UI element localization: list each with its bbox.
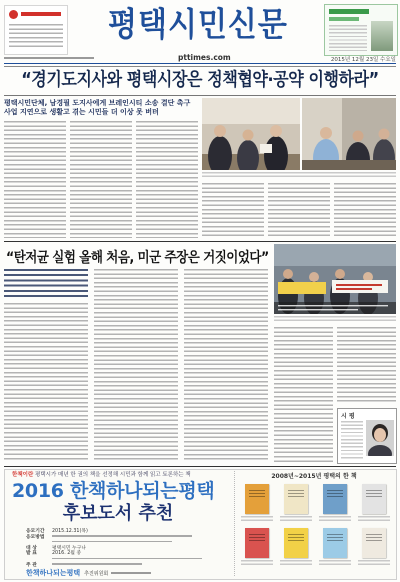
book-caption <box>280 516 312 522</box>
website-url: pttimes.com <box>178 53 231 62</box>
masthead-title: 평택시민신문 <box>108 6 288 45</box>
book-caption <box>280 560 312 566</box>
second-article-text-col-3 <box>184 269 268 462</box>
ad-detail-value-text <box>52 535 192 536</box>
ad-detail-value-text <box>52 541 172 542</box>
lead-subhead-2: 사업 지연으로 생활고 겪는 시민들 더 이상 못 버텨 <box>4 108 159 116</box>
advertiser-logo-icon <box>9 10 18 19</box>
book-caption <box>319 560 351 566</box>
ad-detail-value-text <box>52 563 142 564</box>
book-cover <box>323 528 347 558</box>
book-cover <box>362 484 386 514</box>
book-cover <box>245 528 269 558</box>
book-cover <box>245 484 269 514</box>
campaign-organizer: 추진위원회 <box>84 571 109 577</box>
ad-detail-value: 2016. 2월 중 <box>52 551 82 557</box>
ad-title-line-1: 2016 한책하나되는평택 <box>12 480 215 502</box>
second-article-text-col-5 <box>337 327 396 404</box>
ad-detail-value: 평택시민 누구나 <box>52 545 86 551</box>
book-caption <box>358 516 390 522</box>
advertisement-subheading-bar <box>329 17 359 21</box>
lead-article-text-col-6 <box>334 183 396 238</box>
book-caption <box>241 560 273 566</box>
ad-details-list <box>26 529 226 568</box>
campaign-logo-text: 한책하나되는평택 <box>26 569 81 577</box>
second-article-text-col-1 <box>4 303 88 462</box>
issue-date: 2015년 12월 23일 수요일 <box>330 57 396 63</box>
opinion-column-label: 시 평 <box>341 413 355 420</box>
masthead-divider <box>4 63 396 64</box>
ad-detail-label: 응모방법 <box>26 534 45 540</box>
book-caption <box>319 516 351 522</box>
ad-intro-text <box>12 472 191 479</box>
book-caption <box>358 560 390 566</box>
lead-article-text-col-2 <box>70 121 132 238</box>
lead-photo-caption <box>202 172 396 179</box>
lead-article-text-col-3 <box>136 121 198 238</box>
advertisement-heading-bar <box>329 9 369 14</box>
lead-article-text-col-5 <box>268 183 330 238</box>
ad-detail-value-text <box>52 558 202 559</box>
second-article-summary <box>4 269 88 299</box>
book-cover <box>284 528 308 558</box>
book-cover <box>284 484 308 514</box>
lead-headline: “경기도지사와 평택시장은 정책협약·공약 이행하라” <box>21 68 379 91</box>
protest-photo <box>274 244 396 314</box>
lead-photo-1 <box>202 98 300 170</box>
ad-detail-row <box>26 557 226 563</box>
ad-detail-value: 2015.12.31(목) <box>52 529 88 534</box>
lead-article-text-col-1 <box>4 121 66 238</box>
ad-title-line-2: 후보도서 추천 <box>62 503 174 524</box>
advertisement-text <box>9 24 63 50</box>
protest-photo-caption <box>274 316 396 323</box>
advertisement-photo <box>371 21 393 51</box>
ad-detail-label: 발 표 <box>26 551 37 557</box>
second-article-text-col-4 <box>274 327 333 462</box>
organizer-phone <box>111 572 151 574</box>
ad-intro-highlight: 한책이란 <box>12 472 34 478</box>
opinion-column-box <box>337 408 397 464</box>
ad-detail-label: 대 상 <box>26 545 37 551</box>
advertisement-text <box>329 25 367 51</box>
ad-detail-label: 주 관 <box>26 562 37 568</box>
founding-info <box>4 57 94 59</box>
campaign-logo <box>26 569 151 579</box>
ad-detail-label: 응모기간 <box>26 529 45 534</box>
columnist-portrait <box>366 420 394 456</box>
headline-divider <box>4 95 396 96</box>
ad-intro-body: 평택시가 매년 한 권의 책을 선정해 시민과 함께 읽고 토론하는 책 <box>33 472 191 478</box>
advertiser-name-bar <box>21 12 61 16</box>
lead-article-text-col-4 <box>202 183 264 238</box>
book-cover <box>323 484 347 514</box>
top-right-advertisement <box>324 4 398 56</box>
second-headline: “탄저균 실험 올해 처음, 미군 주장은 거짓이었다” <box>6 248 269 266</box>
top-left-advertisement <box>4 5 68 55</box>
lead-photo-2 <box>302 98 396 170</box>
ad-detail-row <box>26 563 226 569</box>
book-caption <box>241 516 273 522</box>
opinion-column-text <box>341 421 363 459</box>
book-cover <box>362 528 386 558</box>
second-article-text-col-2 <box>94 269 178 462</box>
lead-subhead-1: 평택시민단체, 남경필 도지사에게 브레인시티 소송 결단 촉구 <box>4 99 191 107</box>
section-divider <box>4 241 396 242</box>
past-books-title: 2008년~2015년 평택의 한 책 <box>271 473 357 480</box>
advertisement-divider <box>4 466 396 467</box>
